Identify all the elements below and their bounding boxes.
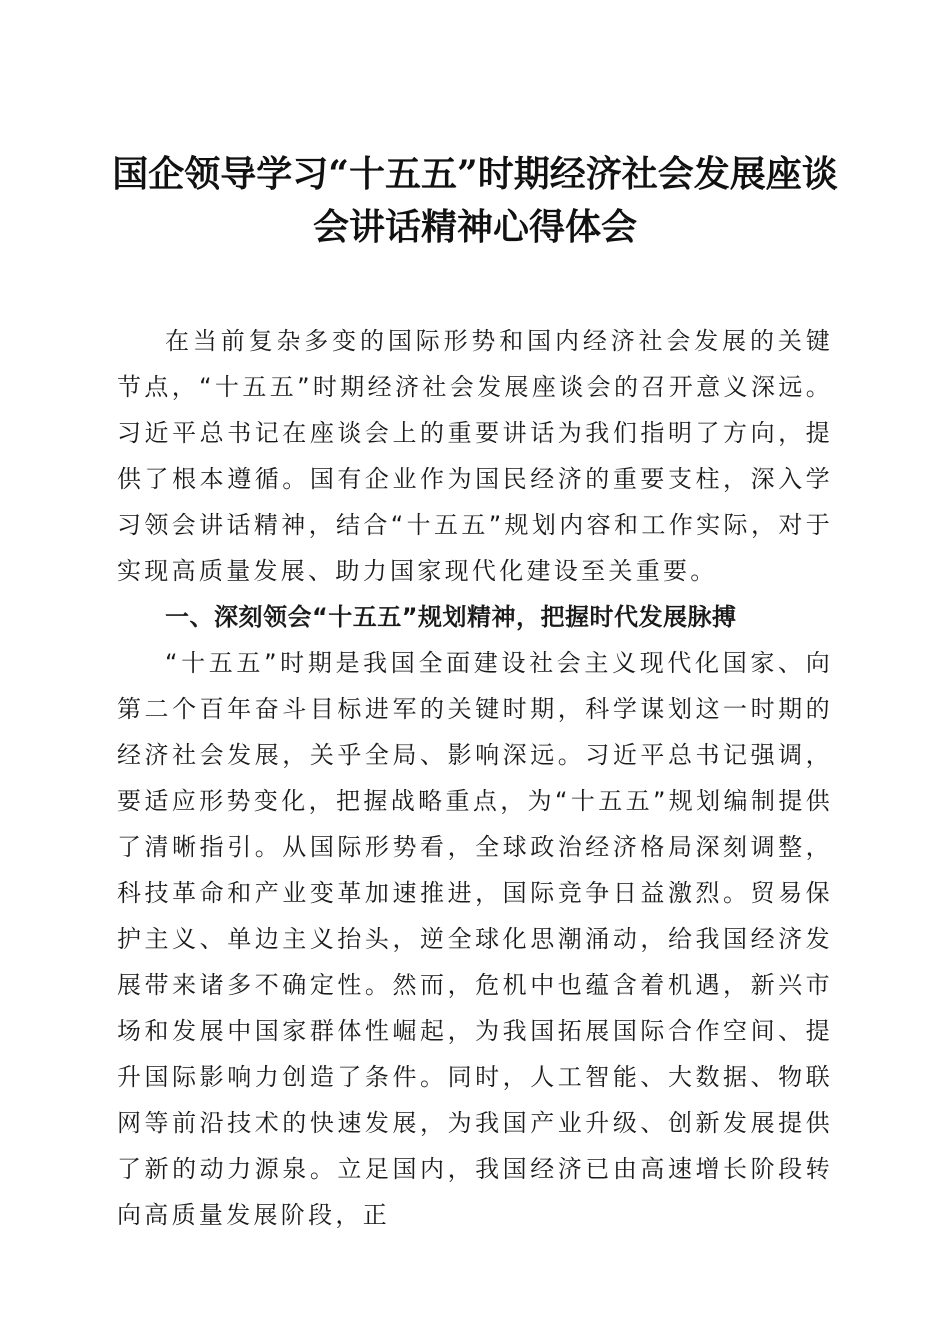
section-heading: 一、深刻领会“十五五”规划精神，把握时代发展脉搏	[165, 603, 737, 631]
document-title: 国企领导学习“十五五”时期经济社会发展座谈会讲话精神心得体会	[112, 153, 838, 248]
section-paragraph: “十五五”时期是我国全面建设社会主义现代化国家、向第二个百年奋斗目标进军的关键时期，科学谋划这一时期的经济社会发展，关乎全局、影响深远。习近平总书记强调，要适应形势变化，把握战略重点，为“十五五”规划编制提供了清晰指引。从国际形势看，全球政治经济格局深刻调整，科技革命和产业变革加速推进，国际竞争日益激烈。贸易保护主义、单边主义抬头，逆全球化思潮涌动，给我国经济发展带来诸多不确定性。然而，危机中也蕴含着机遇，新兴市场和发展中国家群体性崛起，为我国拓展国际合作空间、提升国际影响力创造了条件。同时，人工智能、大数据、物联网等前沿技术的快速发展，为我国产业升级、创新发展提供了新的动力源泉。立足国内，我国经济已由高速增长阶段转向高质量发展阶段，正	[117, 649, 833, 1229]
intro-paragraph: 在当前复杂多变的国际形势和国内经济社会发展的关键节点，“十五五”时期经济社会发展座谈会的召开意义深远。习近平总书记在座谈会上的重要讲话为我们指明了方向，提供了根本遵循。国有企业作为国民经济的重要支柱，深入学习领会讲话精神，结合“十五五”规划内容和工作实际，对于实现高质量发展、助力国家现代化建设至关重要。	[117, 327, 833, 585]
document-body	[117, 318, 833, 1238]
